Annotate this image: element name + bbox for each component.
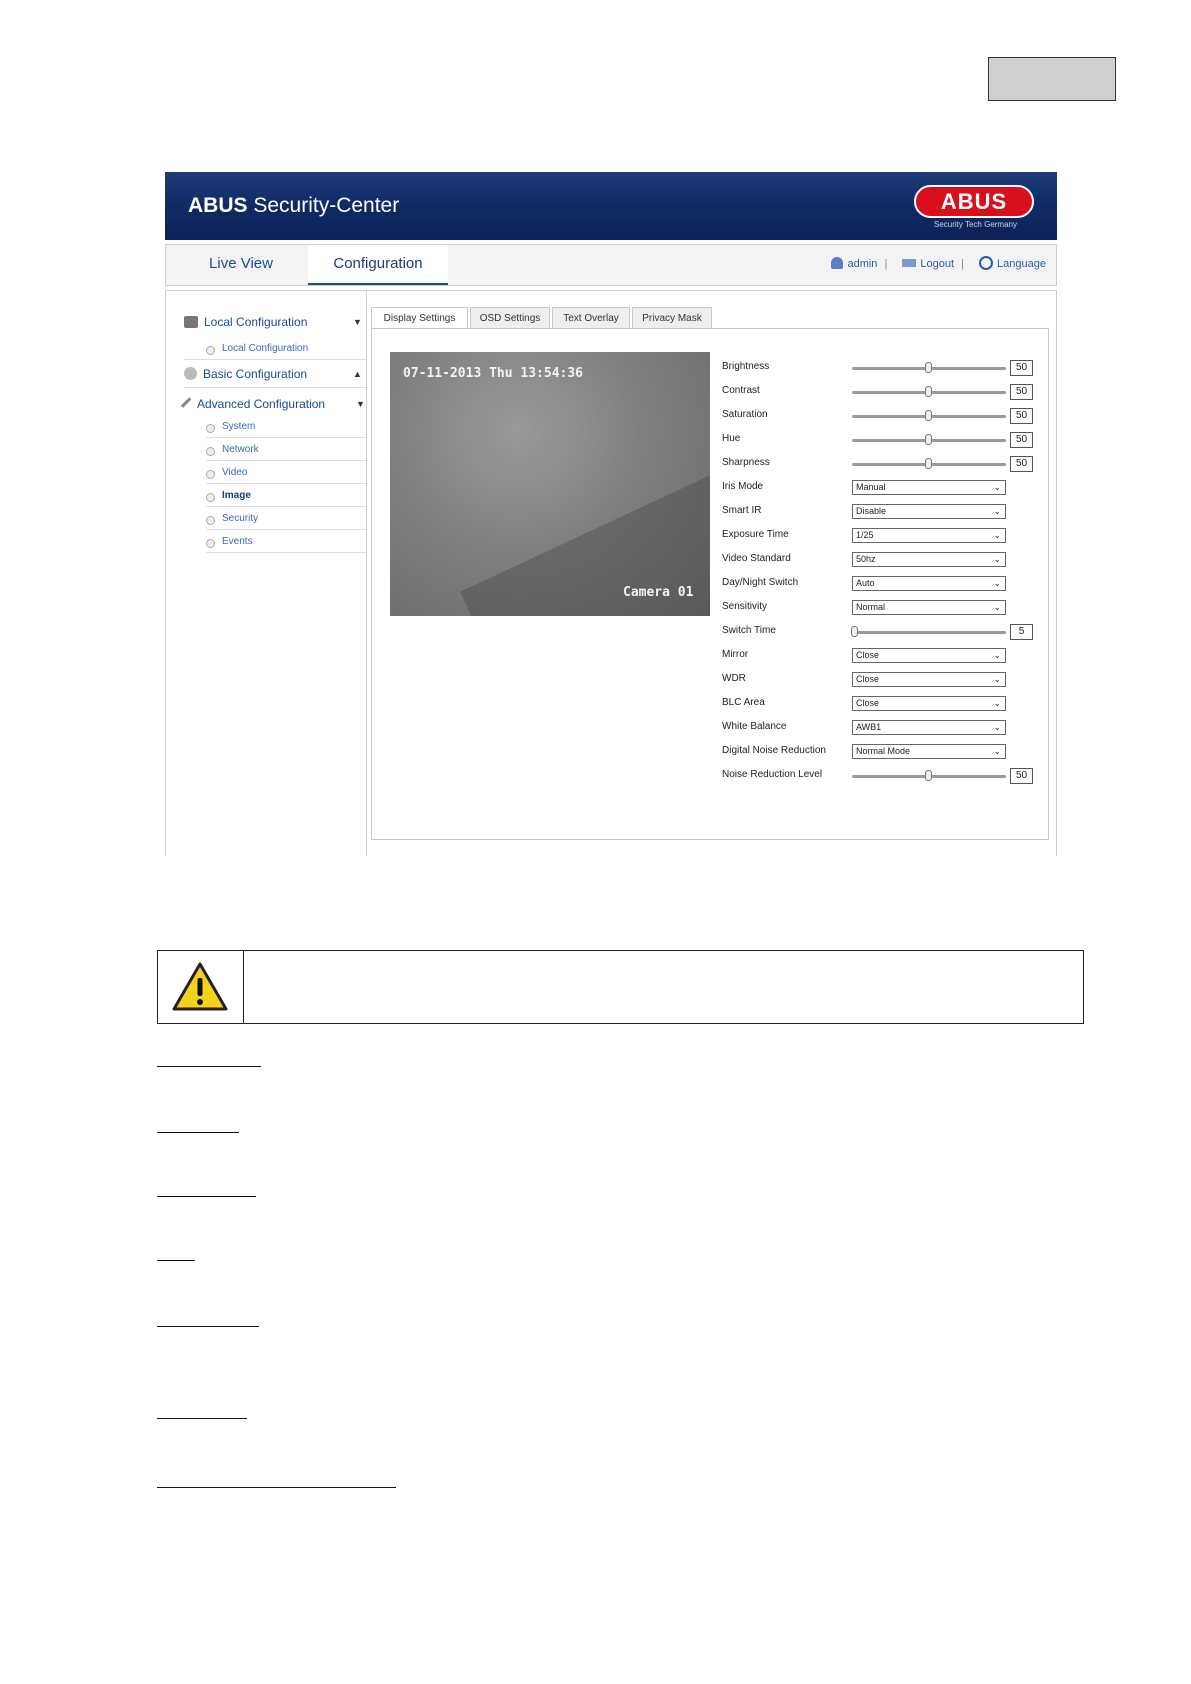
- wdr-select[interactable]: Close ⌄: [852, 672, 1006, 687]
- brightness-slider[interactable]: [852, 367, 1006, 370]
- divider: [206, 460, 366, 461]
- saturation-value[interactable]: 50: [1010, 408, 1033, 424]
- day-night-switch-row: [722, 575, 1042, 595]
- contrast-value[interactable]: 50: [1010, 384, 1033, 400]
- section-heading-underline: [157, 1196, 256, 1197]
- user-area: admin | Logout | Language: [827, 245, 1046, 283]
- sidebar-item-video[interactable]: Video: [206, 467, 346, 478]
- blc-area-row: [722, 695, 1042, 715]
- smart-ir-select[interactable]: Disable ⌄: [852, 504, 1006, 519]
- warning-note-box: [157, 950, 1084, 1024]
- noise-reduction-level-label: Noise Reduction Level: [722, 769, 823, 780]
- slider-handle[interactable]: [925, 458, 932, 469]
- globe-icon: [979, 256, 993, 270]
- switch-time-label: Switch Time: [722, 625, 776, 636]
- brightness-label: Brightness: [722, 361, 770, 372]
- tab-configuration[interactable]: Configuration: [308, 245, 448, 285]
- sidebar-item-network[interactable]: Network: [206, 444, 346, 455]
- chevron-up-icon[interactable]: ▲: [353, 369, 362, 379]
- language-link[interactable]: Language: [997, 258, 1046, 270]
- slider-handle[interactable]: [925, 386, 932, 397]
- sidebar-item-events[interactable]: Events: [206, 536, 346, 547]
- switch-time-slider[interactable]: [852, 631, 1006, 634]
- saturation-slider[interactable]: [852, 415, 1006, 418]
- basic-config-icon: [184, 367, 197, 380]
- blc-area-select[interactable]: Close ⌄: [852, 696, 1006, 711]
- day-night-switch-label: Day/Night Switch: [722, 577, 799, 588]
- chevron-down-icon: ⌄: [993, 602, 1001, 612]
- username[interactable]: admin: [847, 258, 878, 270]
- switch-time-row: [722, 623, 1042, 643]
- sharpness-slider[interactable]: [852, 463, 1006, 466]
- chevron-down-icon: ⌄: [993, 506, 1001, 516]
- abus-logo: ABUS: [914, 185, 1034, 218]
- sidebar-local-configuration[interactable]: Local Configuration: [184, 315, 307, 329]
- logo-tagline: Security Tech Germany: [934, 220, 1017, 229]
- section-heading-underline: [157, 1260, 195, 1261]
- section-heading-underline: [157, 1132, 239, 1133]
- chevron-down-icon: ⌄: [993, 722, 1001, 732]
- video-standard-label: Video Standard: [722, 553, 791, 564]
- computer-icon: [184, 316, 198, 328]
- hue-value[interactable]: 50: [1010, 432, 1033, 448]
- camera-web-ui-screenshot: [165, 172, 1057, 856]
- divider: [206, 483, 366, 484]
- slider-handle[interactable]: [851, 626, 858, 637]
- tab-osd-settings[interactable]: OSD Settings: [470, 307, 550, 331]
- main-nav: [165, 244, 1057, 286]
- chevron-down-icon: ⌄: [993, 698, 1001, 708]
- sidebar-item-system[interactable]: System: [206, 421, 346, 432]
- smart-ir-row: [722, 503, 1042, 523]
- chevron-down-icon: ⌄: [993, 554, 1001, 564]
- slider-handle[interactable]: [925, 362, 932, 373]
- slider-handle[interactable]: [925, 770, 932, 781]
- config-content: [165, 290, 1057, 856]
- noise-reduction-level-value[interactable]: 50: [1010, 768, 1033, 784]
- section-heading-underline: [157, 1326, 259, 1327]
- chevron-down-icon: ⌄: [993, 674, 1001, 684]
- header-banner: [165, 172, 1057, 240]
- sensitivity-row: [722, 599, 1042, 619]
- chevron-down-icon: ⌄: [993, 578, 1001, 588]
- wdr-label: WDR: [722, 673, 746, 684]
- chevron-down-icon: ⌄: [993, 650, 1001, 660]
- video-standard-row: [722, 551, 1042, 571]
- wrench-icon: [181, 397, 194, 410]
- sidebar-item-image[interactable]: Image: [206, 490, 346, 501]
- tab-live-view[interactable]: Live View: [209, 255, 273, 272]
- exposure-time-select[interactable]: 1/25 ⌄: [852, 528, 1006, 543]
- video-standard-select[interactable]: 50hz ⌄: [852, 552, 1006, 567]
- exposure-time-row: [722, 527, 1042, 547]
- divider: [184, 359, 366, 360]
- blc-area-label: BLC Area: [722, 697, 765, 708]
- divider: [206, 552, 366, 553]
- section-heading-underline: [157, 1418, 247, 1419]
- tab-display-settings[interactable]: Display Settings: [371, 307, 468, 331]
- exposure-time-label: Exposure Time: [722, 529, 789, 540]
- brightness-row: [722, 359, 1042, 379]
- white-balance-select[interactable]: AWB1 ⌄: [852, 720, 1006, 735]
- chevron-down-icon: ⌄: [993, 482, 1001, 492]
- divider: [206, 529, 366, 530]
- white-balance-row: [722, 719, 1042, 739]
- osd-camera-name: Camera 01: [623, 585, 694, 600]
- logout-link[interactable]: Logout: [920, 258, 955, 270]
- divider: [206, 506, 366, 507]
- contrast-row: [722, 383, 1042, 403]
- tab-text-overlay[interactable]: Text Overlay: [552, 307, 630, 331]
- chevron-down-icon[interactable]: ▼: [353, 317, 362, 327]
- tab-privacy-mask[interactable]: Privacy Mask: [632, 307, 712, 331]
- saturation-label: Saturation: [722, 409, 768, 420]
- sidebar-advanced-configuration[interactable]: Advanced Configuration: [184, 397, 325, 411]
- slider-handle[interactable]: [925, 410, 932, 421]
- chevron-down-icon[interactable]: ▼: [356, 399, 365, 409]
- app-title: ABUS Security-Center: [188, 194, 400, 217]
- mirror-label: Mirror: [722, 649, 749, 660]
- day-night-switch-select[interactable]: Auto ⌄: [852, 576, 1006, 591]
- sidebar-item-local-configuration[interactable]: Local Configuration: [206, 343, 346, 354]
- mirror-row: [722, 647, 1042, 667]
- sidebar-item-security[interactable]: Security: [206, 513, 346, 524]
- config-sidebar: [166, 291, 367, 856]
- chevron-down-icon: ⌄: [993, 746, 1001, 756]
- display-settings-panel: [371, 328, 1049, 840]
- hue-slider[interactable]: [852, 439, 1006, 442]
- mirror-select[interactable]: Close ⌄: [852, 648, 1006, 663]
- iris-mode-label: Iris Mode: [722, 481, 764, 492]
- iris-mode-row: [722, 479, 1042, 499]
- sharpness-value[interactable]: 50: [1010, 456, 1033, 472]
- section-heading-underline: [157, 1066, 261, 1067]
- iris-mode-select[interactable]: Manual ⌄: [852, 480, 1006, 495]
- smart-ir-label: Smart IR: [722, 505, 762, 516]
- sharpness-row: [722, 455, 1042, 475]
- page-number-box: [988, 57, 1116, 101]
- wdr-row: [722, 671, 1042, 691]
- warning-triangle-icon: [171, 961, 229, 1013]
- white-balance-label: White Balance: [722, 721, 787, 732]
- sensitivity-label: Sensitivity: [722, 601, 768, 612]
- divider: [206, 437, 366, 438]
- user-icon: [831, 257, 843, 269]
- brightness-value[interactable]: 50: [1010, 360, 1033, 376]
- osd-timestamp: 07-11-2013 Thu 13:54:36: [403, 366, 584, 381]
- hue-row: [722, 431, 1042, 451]
- digital-noise-reduction-select[interactable]: Normal Mode ⌄: [852, 744, 1006, 759]
- sidebar-basic-configuration[interactable]: Basic Configuration: [184, 367, 307, 381]
- noise-reduction-level-row: [722, 767, 1042, 787]
- camera-preview: [390, 352, 710, 616]
- saturation-row: [722, 407, 1042, 427]
- switch-time-value[interactable]: 5: [1010, 624, 1033, 640]
- warning-icon-cell: [158, 951, 244, 1023]
- hue-label: Hue: [722, 433, 741, 444]
- slider-handle[interactable]: [925, 434, 932, 445]
- contrast-slider[interactable]: [852, 391, 1006, 394]
- sharpness-label: Sharpness: [722, 457, 770, 468]
- logout-icon: [902, 259, 916, 267]
- sensitivity-select[interactable]: Normal ⌄: [852, 600, 1006, 615]
- divider: [184, 387, 366, 388]
- digital-noise-reduction-row: [722, 743, 1042, 763]
- section-heading-underline: [157, 1487, 396, 1488]
- noise-reduction-level-slider[interactable]: [852, 775, 1006, 778]
- chevron-down-icon: ⌄: [993, 530, 1001, 540]
- digital-noise-reduction-label: Digital Noise Reduction: [722, 745, 826, 756]
- contrast-label: Contrast: [722, 385, 760, 396]
